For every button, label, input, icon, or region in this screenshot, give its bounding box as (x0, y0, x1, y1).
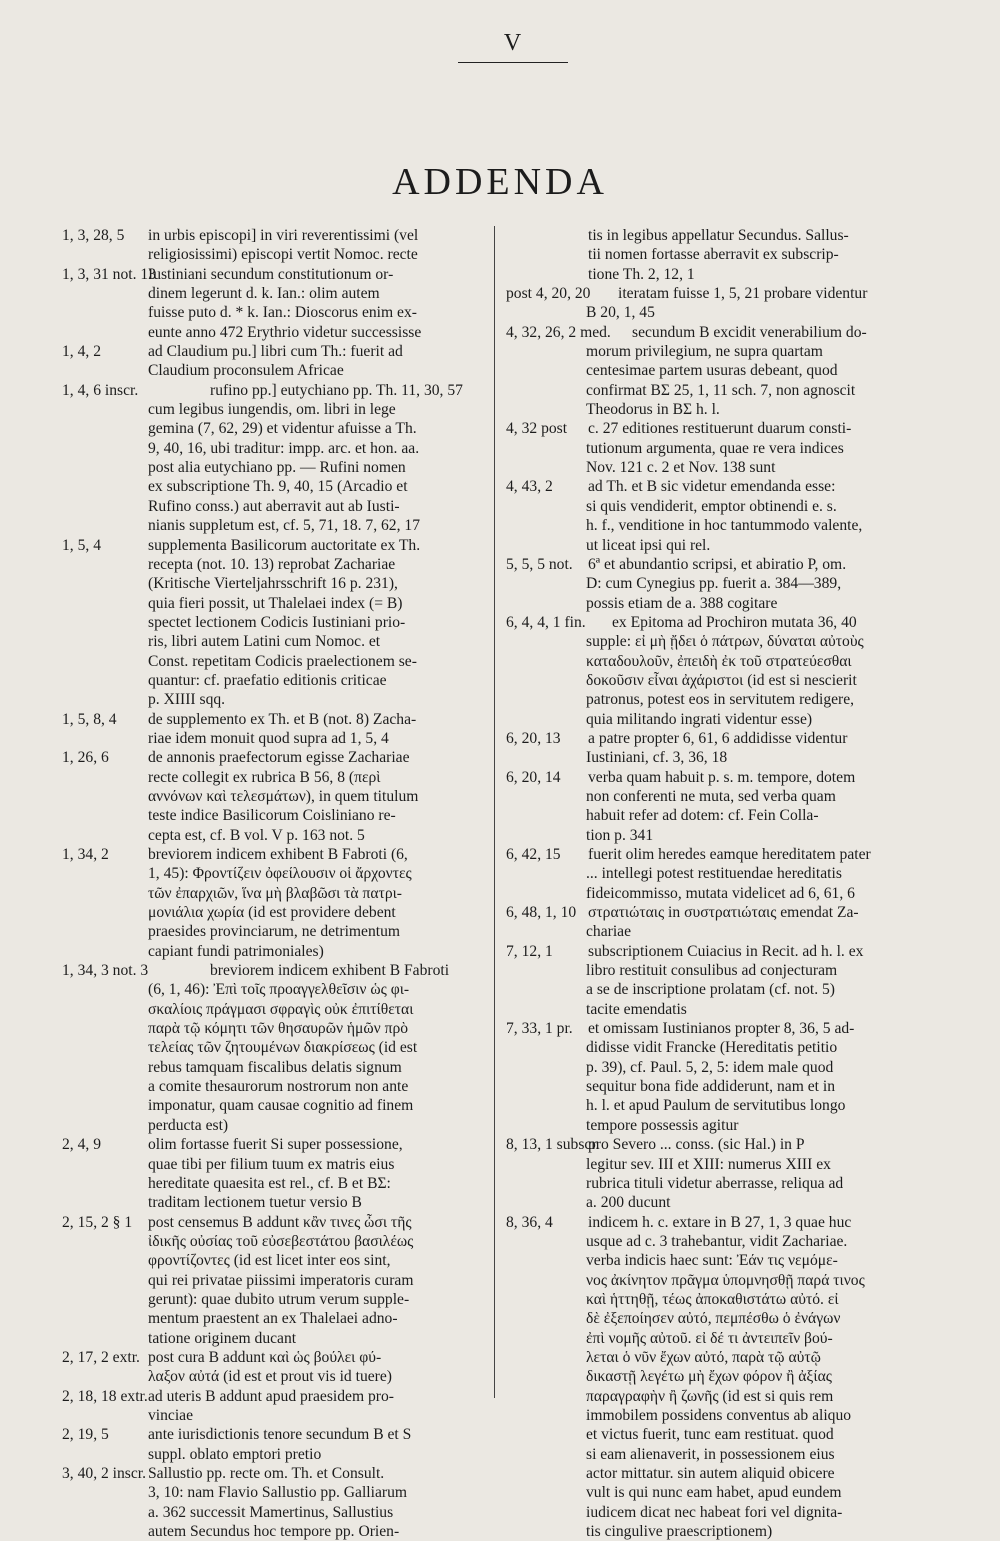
entry-reference: 2, 15, 2 § 1 (62, 1213, 133, 1231)
addenda-entry (506, 768, 924, 845)
entry-line: quia fieri possit, ut Thalelaei index (= B) (148, 594, 403, 612)
entry-line: Const. repetitam Codicis praelectionem se- (148, 652, 417, 670)
entry-line: D: cum Cynegius pp. fuerit a. 384—389, (586, 575, 842, 593)
entry-line: vinciae (148, 1406, 194, 1424)
entry-line: p. XIIII sqq. (148, 691, 226, 709)
page-title: ADDENDA (392, 161, 608, 203)
entry-line: immobilem possidens conventus ab aliquo (586, 1406, 852, 1424)
entry-line: ante iurisdictionis tenore secundum B et S (148, 1426, 412, 1444)
entry-line: post cura B addunt καὶ ὡς βούλει φύ- (148, 1348, 382, 1366)
entry-line: quantur: cf. praefatio editionis criticae (148, 671, 387, 689)
entry-line: 1, 45): Φροντίζειν ὀφείλουσιν οἱ ἄρχοντες (148, 865, 412, 883)
entry-line: habuit refer ad dotem: cf. Fein Colla- (586, 807, 819, 825)
entry-line: confirmat BΣ 25, 1, 11 sch. 7, non agnoscit (586, 381, 856, 399)
entry-line: capiant fundi patrimoniales) (148, 942, 324, 960)
entry-line: cum legibus iungendis, om. libri in lege (148, 401, 396, 419)
entry-line: olim fortasse fuerit Si super possessione, (148, 1136, 403, 1154)
entry-reference: 2, 19, 5 (62, 1426, 109, 1444)
entry-line: legitur sev. III et XIII: numerus XIII ex (586, 1155, 831, 1173)
entry-line: mentum praestent an ex Thalelaei adno- (148, 1310, 398, 1328)
entry-line: gemina (7, 62, 29) et videntur afuisse a Th. (148, 420, 417, 438)
entry-line: secundum B excidit venerabilium do- (632, 323, 867, 341)
entry-line: post censemus B addunt κἂν τινες ὦσι τῆς (148, 1213, 412, 1231)
entry-reference: 5, 5, 5 not. (506, 555, 573, 573)
entry-line: fideicommisso, mutata videlicet ad 6, 61, 6 (586, 884, 855, 902)
left-column (62, 226, 482, 1541)
entry-line: quia militando ingrati videntur esse) (586, 710, 813, 728)
page-number: V (503, 30, 523, 56)
entry-line: ad uteris B addunt apud praesidem pro- (148, 1387, 394, 1405)
entry-line: δὲ ἐξεποίησεν αὐτό, πεμπέσθω ὁ ἐνάγων (586, 1310, 841, 1328)
addenda-entry (62, 536, 482, 710)
addenda-entry (62, 1348, 482, 1387)
entry-reference: 7, 33, 1 pr. (506, 1020, 573, 1038)
entry-line: quae tibi per filium tuum ex matris eius (148, 1155, 395, 1173)
addenda-entry (506, 419, 924, 477)
entry-line: si quis vendiderit, emptor obtinendi e. s. (586, 497, 837, 515)
entry-reference: 1, 34, 2 (62, 846, 109, 863)
entry-line: didisse vidit Francke (Hereditatis petitio (586, 1039, 838, 1057)
addenda-entry (506, 1135, 924, 1212)
entry-line: Iustiniani secundum constitutionum or- (148, 265, 394, 283)
entry-line: supplementa Basilicorum auctoritate ex Th. (148, 536, 421, 554)
entry-reference: 1, 34, 3 not. 3 (62, 962, 149, 980)
entry-line: tione Th. 2, 12, 1 (588, 265, 695, 283)
addenda-entry (506, 1019, 924, 1135)
entry-line: a. 362 successit Mamertinus, Sallustius (148, 1503, 394, 1521)
entry-line: ad Claudium pu.] libri cum Th.: fuerit ad (148, 343, 403, 361)
entry-line: σκαλίοις πράγμασι σφραγὶς οὐκ ἐπιτίθεται (148, 1000, 414, 1018)
entry-line: δικαστῇ λεγέτω μὴ ἔχων φόρον ἢ ἀξίας (586, 1368, 832, 1386)
entry-line: cepta est, cf. B vol. V p. 163 not. 5 (148, 826, 365, 844)
entry-line: καταδουλοῦν, ἐπειδὴ ἐκ τοῦ στρατεύεσθαι (586, 652, 852, 670)
entry-line: Claudium proconsulem Africae (148, 362, 344, 380)
entry-line: et victus fuerit, tunc eam restituat. quod (586, 1426, 834, 1444)
entry-line: usque ad c. 3 trahebantur, vidit Zachariae. (586, 1232, 848, 1250)
entry-reference: 6, 4, 4, 1 fin. (506, 613, 586, 631)
entry-line: perducta est) (148, 1116, 229, 1134)
entry-line: teste indice Basilicorum Coisliniano re- (148, 807, 396, 825)
addenda-entry (62, 381, 482, 536)
entry-line: Rufino conss.) aut aberravit aut ab Iusti- (148, 497, 400, 515)
entry-reference: 1, 4, 6 inscr. (62, 381, 139, 399)
entry-line: ris, libri autem Latini cum Nomoc. et (148, 633, 381, 651)
entry-line: Nov. 121 c. 2 et Nov. 138 sunt (586, 459, 776, 477)
addenda-entry (62, 1387, 482, 1426)
entry-line: rubrica tituli videtur aberrasse, reliqua ad (586, 1174, 844, 1192)
entry-line: patronus, potest eos in servitutem redigere, (586, 691, 855, 709)
entry-line: tutionum argumenta, quae re vera indices (586, 439, 844, 457)
entry-reference: 6, 48, 1, 10 (506, 904, 577, 922)
entry-line: riae idem monuit quod supra ad 1, 5, 4 (148, 729, 389, 747)
entry-line: praesides provinciarum, ne detrimentum (148, 923, 401, 941)
addenda-entry (506, 942, 924, 1019)
entry-reference: post 4, 20, 20 (506, 285, 591, 303)
addenda-entry (62, 1464, 482, 1541)
entry-line: morum privilegium, ne supra quartam (586, 343, 823, 361)
entry-line: supple: εἰ μὴ ᾔδει ὁ πάτρων, δύναται αὐτοὺς (586, 633, 864, 651)
entry-line: 6ª et abundantio scripsi, et abiratio P, om. (588, 555, 847, 573)
entry-line: μονιάλια χωρία (id est providere debent (148, 904, 396, 922)
entry-line: verba indicis haec sunt: Ἐάν τις νεμόμε- (586, 1252, 838, 1270)
addenda-entry (62, 1213, 482, 1348)
entry-line: suppl. oblato emptori pretio (148, 1445, 322, 1463)
column-divider (494, 226, 495, 1398)
entry-line: centesimae partem usuras debeant, quod (586, 362, 838, 380)
entry-reference: 4, 32, 26, 2 med. (506, 323, 611, 341)
entry-line: subscriptionem Cuiacius in Recit. ad h. l. ex (588, 942, 864, 960)
addenda-entry (506, 555, 924, 613)
addenda-entry (506, 729, 924, 768)
addenda-entry (62, 961, 482, 1135)
entry-line: fuerit olim heredes eamque hereditatem pater (588, 846, 871, 863)
entry-line: rufino pp.] eutychiano pp. Th. 11, 30, 57 (210, 381, 463, 399)
entry-line: imponatur, quam causae cognitio ad finem (148, 1097, 414, 1115)
entry-line: recte collegit ex rubrica B 56, 8 (περὶ (148, 768, 381, 786)
entry-line: chariae (586, 923, 632, 941)
entry-reference: 1, 26, 6 (62, 749, 109, 767)
entry-reference: 2, 4, 9 (62, 1136, 101, 1154)
entry-line: autem Secundus hoc tempore pp. Orien- (148, 1523, 400, 1541)
addenda-entry (62, 1135, 482, 1212)
entry-reference: 1, 3, 31 not. 13 (62, 265, 156, 283)
entry-reference: 6, 20, 13 (506, 729, 561, 747)
entry-line: a patre propter 6, 61, 6 addidisse videntur (588, 729, 848, 747)
entry-reference: 6, 42, 15 (506, 846, 561, 863)
addenda-entry (506, 477, 924, 554)
entry-line: indicem h. c. extare in B 27, 1, 3 quae huc (588, 1213, 852, 1231)
addenda-entry (506, 323, 924, 420)
entry-line: verba quam habuit p. s. m. tempore, dotem (588, 768, 856, 786)
entry-line: post alia eutychiano pp. — Rufini nomen (148, 459, 406, 477)
addenda-entry (506, 226, 924, 284)
entry-line: τῶν ἐπαρχιῶν, ἵνα μὴ βλαβῶσι τὰ πατρι- (148, 884, 402, 902)
entry-line: c. 27 editiones restituerunt duarum consti- (588, 420, 852, 438)
entry-line: non conferenti ne muta, sed verba quam (586, 787, 836, 805)
entry-line: 9, 40, 16, ubi traditur: impp. arc. et hon. aa. (148, 439, 420, 457)
entry-line: tis cingulive praescriptionem) (586, 1523, 773, 1541)
entry-reference: 6, 20, 14 (506, 768, 561, 786)
entry-line: tis in legibus appellatur Secundus. Sallus- (588, 227, 849, 244)
entry-reference: 7, 12, 1 (506, 942, 553, 960)
entry-line: ad Th. et B sic videtur emendanda esse: (588, 478, 836, 496)
entry-line: ... intellegi potest restituendae hereditatis (586, 865, 842, 883)
entry-line: παρὰ τῷ κόμητι τῶν θησαυρῶν ἡμῶν πρὸ (148, 1020, 409, 1038)
entry-line: actor mittatur. sin autem aliquid obicere (586, 1465, 835, 1482)
entry-line: ex subscriptione Th. 9, 40, 15 (Arcadio et (148, 478, 408, 496)
entry-line: p. 39), cf. Paul. 5, 2, 5: idem male quod (586, 1058, 834, 1076)
entry-line: eunte anno 472 Erythrio videtur successisse (148, 323, 422, 341)
entry-reference: 4, 43, 2 (506, 478, 553, 496)
entry-line: gerunt): quae dubito utrum verum supple- (148, 1290, 410, 1308)
entry-line: qui rei privatae piissimi imperatoris curam (148, 1271, 414, 1289)
entry-line: si eam alienaverit, in possessionem eius (586, 1445, 835, 1463)
entry-line: tacite emendatis (586, 1000, 687, 1018)
entry-reference: 1, 5, 8, 4 (62, 710, 117, 728)
entry-line: tempore possessis agitur (586, 1116, 739, 1134)
entry-line: αννόνων καὶ τελεσμάτων), in quem titulum (148, 787, 419, 805)
entry-line: καὶ ἡττηθῇ, τέως ἀποκαθιστάτω αὐτό. εἰ (586, 1290, 839, 1308)
addenda-entry (62, 342, 482, 381)
entry-line: ἐπὶ νομῆς αὐτοῦ. εἰ δέ τι ἀντειπεῖν βού- (586, 1329, 833, 1347)
entry-line: tion p. 341 (586, 826, 654, 844)
entry-line: B 20, 1, 45 (586, 304, 655, 322)
entry-line: a. 200 ducunt (586, 1194, 671, 1212)
entry-line: nianis suppletum est, cf. 5, 71, 18. 7, 62, 17 (148, 517, 420, 535)
entry-line: et omissam Iustinianos propter 8, 36, 5 ad- (588, 1020, 855, 1038)
entry-line: de supplemento ex Th. et B (not. 8) Zacha- (148, 710, 417, 728)
entry-line: hereditate quaesita est rel., cf. B et BΣ: (148, 1174, 391, 1192)
entry-line: tatione originem ducant (148, 1329, 297, 1347)
entry-reference: 1, 5, 4 (62, 536, 101, 554)
entry-line: vult is qui nunc eam habet, apud eundem (586, 1484, 842, 1502)
entry-line: possis etiam de a. 388 cogitare (586, 594, 778, 612)
entry-line: h. f., venditione in hoc tantummodo valente, (586, 517, 863, 535)
addenda-entry (506, 1213, 924, 1541)
entry-reference: 4, 32 post (506, 420, 568, 438)
entry-line: in urbis episcopi] in viri reverentissimi (vel (148, 227, 419, 244)
entry-line: spectet lectionem Codicis Iustiniani prio- (148, 613, 406, 631)
entry-reference: 1, 4, 2 (62, 343, 101, 361)
entry-reference: 8, 36, 4 (506, 1213, 553, 1231)
entry-line: Sallustio pp. recte om. Th. et Consult. (148, 1465, 385, 1482)
addenda-entry (506, 903, 924, 942)
entry-line: rebus tamquam fiscalibus delatis signum (148, 1058, 402, 1076)
entry-line: breviorem indicem exhibent B Fabroti (210, 962, 450, 980)
entry-line: traditam lectionem tuetur versio B (148, 1194, 362, 1212)
addenda-entry (62, 1425, 482, 1464)
entry-line: pro Severo ... conss. (sic Hal.) in P (588, 1136, 805, 1154)
entry-reference: 2, 17, 2 extr. (62, 1348, 140, 1366)
entry-line: τελείας τῶν ζητουμένων διακρίσεως (id est (148, 1039, 418, 1057)
right-column (506, 226, 924, 1541)
entry-line: tii nomen fortasse aberravit ex subscrip- (588, 246, 839, 264)
entry-line: 3, 10: nam Flavio Sallustio pp. Galliarum (148, 1484, 408, 1502)
entry-line: libro restituit consulibus ad conjecturam (586, 962, 838, 980)
entry-line: ex Epitoma ad Prochiron mutata 36, 40 (612, 613, 857, 631)
entry-line: fuisse puto d. * k. Ian.: Dioscorus enim ex- (148, 304, 417, 322)
entry-line: religiosissimi) episcopi vertit Nomoc. recte (148, 246, 418, 264)
entry-line: sequitur bona fide addiderunt, nam et in (586, 1078, 835, 1096)
entry-line: h. l. et apud Paulum de servitutibus longo (586, 1097, 846, 1115)
entry-reference: 3, 40, 2 inscr. (62, 1465, 147, 1482)
addenda-entry (62, 265, 482, 342)
addenda-entry (506, 284, 924, 323)
entry-line: a se de inscriptione prolatam (cf. not. 5) (586, 981, 835, 999)
addenda-entry (62, 748, 482, 845)
entry-line: (6, 1, 46): Ἐπὶ τοῖς προαγγελθεῖσιν ὡς φι- (148, 981, 410, 999)
entry-line: iudicem dicat nec habeat fori vel dignita- (586, 1503, 843, 1521)
entry-line: νος ἀκίνητον πρᾶγμα ὑπομνησθῇ παρά τινος (586, 1271, 865, 1289)
entry-line: φροντίζοντες (id est licet inter eos sint, (148, 1252, 391, 1270)
addenda-entry (62, 710, 482, 749)
entry-line: δοκοῦσιν εἶναι ἀχάριστοι (id est si nescierit (586, 671, 857, 689)
entry-reference: 2, 18, 18 extr. (62, 1387, 148, 1405)
entry-line: λεται ὁ νῦν ἔχων αὐτό, παρὰ τῷ αὐτῷ (586, 1348, 821, 1366)
entry-line: Theodorus in BΣ h. l. (586, 401, 720, 419)
entry-reference: 1, 3, 28, 5 (62, 227, 125, 244)
entry-line: a comite thesaurorum nostrorum non ante (148, 1078, 409, 1096)
entry-line: recepta (not. 10. 13) reprobat Zachariae (148, 555, 396, 573)
entry-line: παραγραφὴν ἢ ζωνῆς (id est si quis rem (586, 1387, 834, 1405)
entry-reference: 8, 13, 1 subscr. (506, 1136, 600, 1154)
entry-line: dinem legerunt d. k. Ian.: olim autem (148, 285, 380, 303)
entry-line: ἰδικῆς οὐσίας τοῦ εὐσεβεστάτου βασιλέως (148, 1232, 414, 1250)
entry-line: breviorem indicem exhibent B Fabroti (6, (148, 846, 408, 863)
entry-line: iteratam fuisse 1, 5, 21 probare videntur (618, 285, 868, 303)
entry-line: ut liceat ipsi qui rel. (586, 536, 711, 554)
addenda-entry (62, 226, 482, 265)
entry-line: λαξον αὐτά (id est et prout vis id tuere) (148, 1368, 392, 1386)
entry-line: Iustiniani, cf. 3, 36, 18 (586, 749, 728, 767)
entry-line: (Kritische Vierteljahrsschrift 16 p. 231), (148, 575, 398, 593)
page-number-rule (458, 62, 568, 63)
entry-line: στρατιώταις in συστρατιώταις emendat Za- (588, 904, 859, 922)
addenda-entry (506, 845, 924, 903)
entry-line: de annonis praefectorum egisse Zachariae (148, 749, 410, 767)
addenda-entry (506, 613, 924, 729)
addenda-entry (62, 845, 482, 961)
